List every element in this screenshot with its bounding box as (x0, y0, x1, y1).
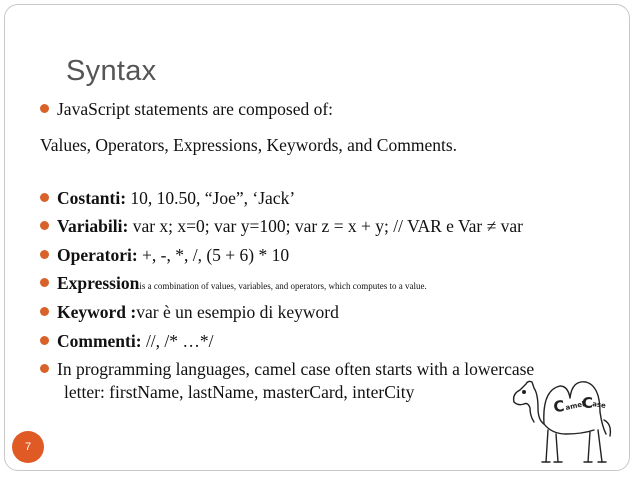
camel-case-continuation: letter: firstName, lastName, masterCard, interCity (64, 382, 415, 402)
bullet-icon (40, 336, 49, 345)
bullet-intro (40, 98, 620, 120)
bullet-text: var x; x=0; var y=100; var z = x + y; // VAR e Var ≠ var (128, 216, 523, 236)
bullet-keyword (40, 301, 620, 323)
bullet-text: is a combination of values, variables, and operators, which computes to a value. (139, 281, 427, 291)
camel-logo (508, 350, 620, 468)
camel-icon (508, 350, 620, 468)
bullet-operatori (40, 244, 620, 266)
bullet-icon (40, 193, 49, 202)
svg-text:C: C (582, 394, 594, 412)
bullet-intro-text: JavaScript statements are composed of: (57, 99, 334, 119)
intro-line: Values, Operators, Expressions, Keywords, and Comments. (40, 135, 458, 155)
page-number-badge: 7 (12, 431, 44, 463)
svg-text:ase: ase (591, 400, 607, 410)
bullet-text: //, /* …*/ (141, 331, 214, 351)
bullet-text: 10, 10.50, “Joe”, ‘Jack’ (126, 188, 296, 208)
bullet-icon (40, 250, 49, 259)
bullet-text: +, -, *, /, (5 + 6) * 10 (137, 245, 290, 265)
bullet-icon (40, 364, 49, 373)
bullet-text: In programming languages, camel case often starts with a lowercase (57, 359, 535, 379)
bullet-icon (40, 307, 49, 316)
bullet-costanti (40, 187, 620, 209)
bullet-label: Keyword : (57, 302, 137, 322)
svg-text:C: C (552, 396, 566, 416)
bullet-icon (40, 278, 49, 287)
bullet-label: Expression (57, 273, 140, 293)
bullet-commenti (40, 330, 620, 352)
bullet-label: Commenti: (57, 331, 142, 351)
svg-text:amel: amel (564, 400, 586, 412)
bullet-icon (40, 221, 49, 230)
bullet-label: Operatori: (57, 245, 138, 265)
bullet-expression (40, 272, 620, 297)
bullet-label: Variabili: (57, 216, 129, 236)
bullet-variabili (40, 215, 620, 237)
bullet-label: Costanti: (57, 188, 127, 208)
bullet-icon (40, 104, 49, 113)
bullet-text: var è un esempio di keyword (136, 302, 339, 322)
slide-title: Syntax (66, 55, 157, 87)
